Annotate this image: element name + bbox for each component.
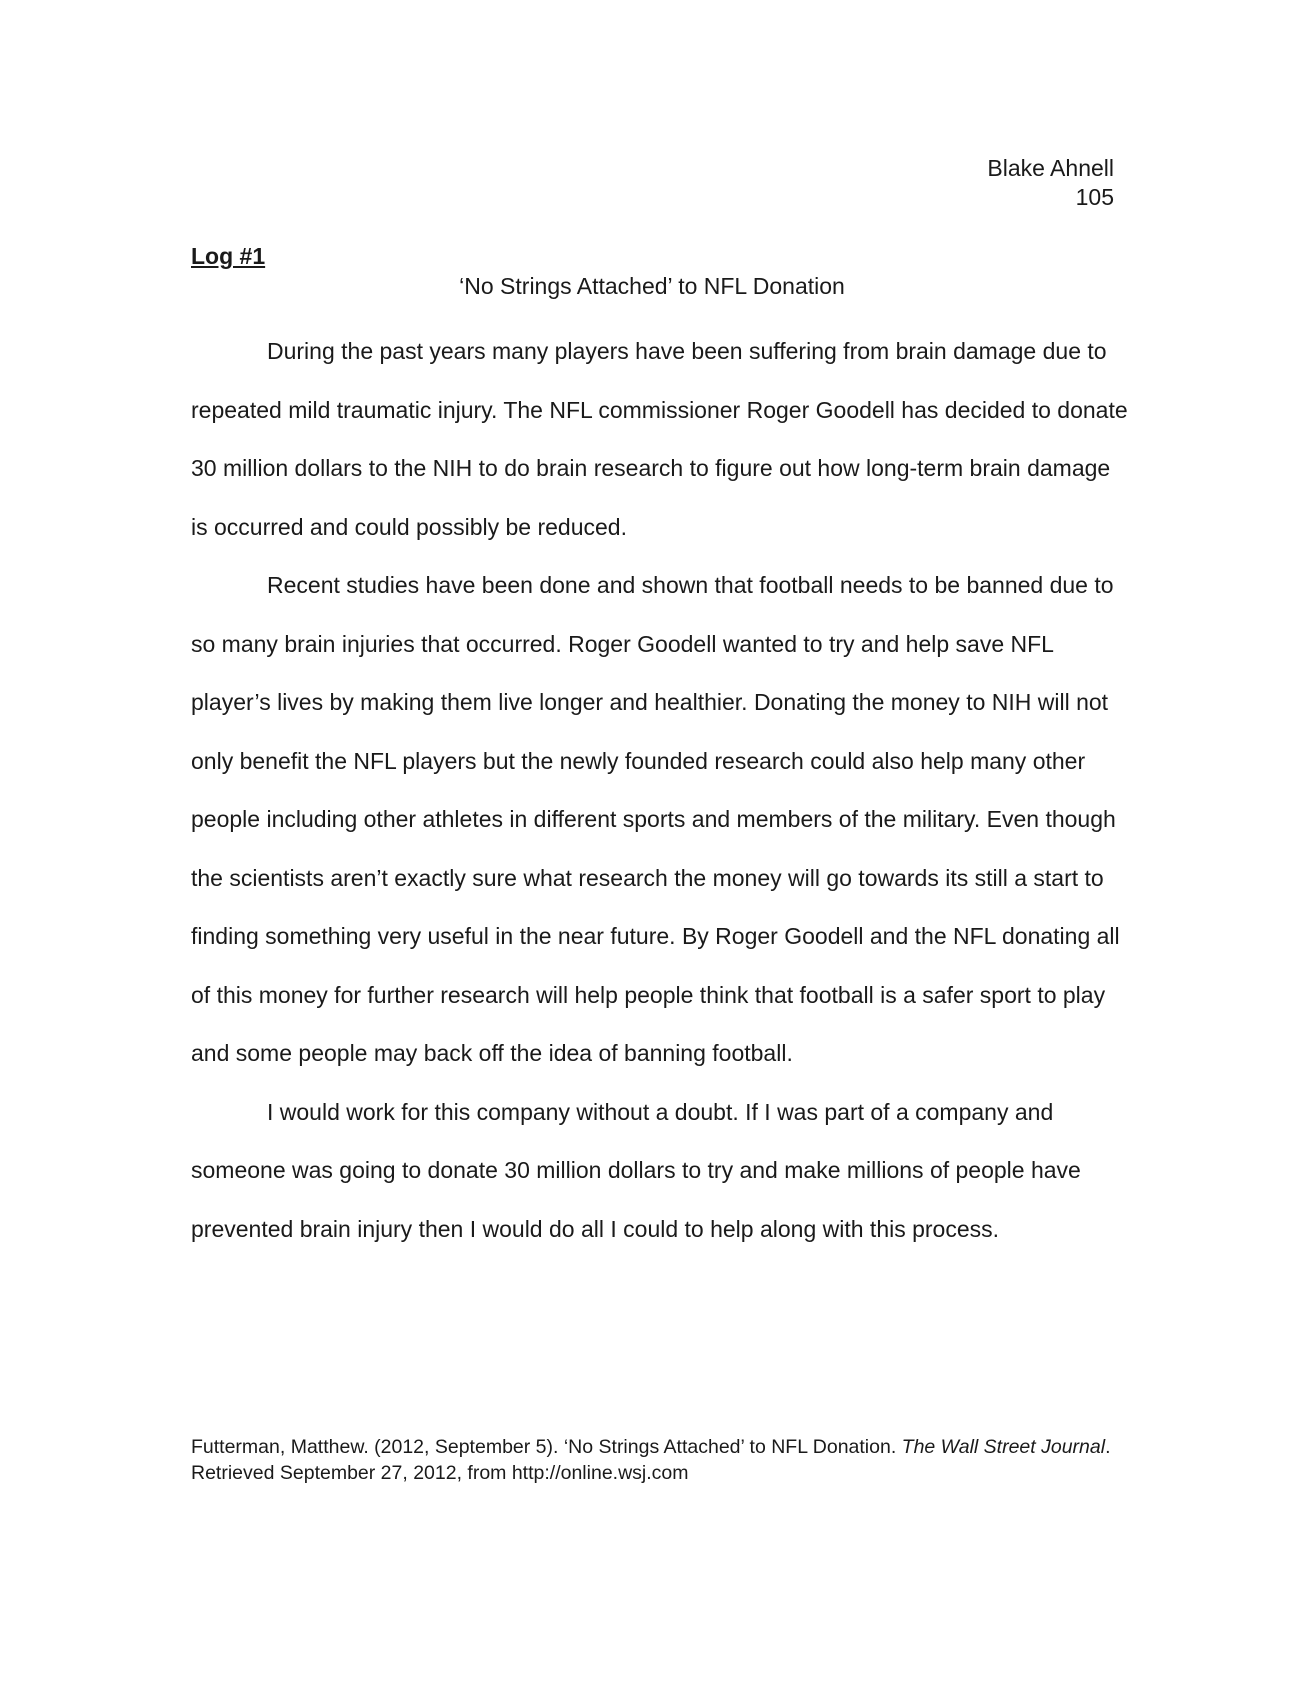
citation-prefix: Futterman, Matthew. (2012, September 5). ‘No Strings Attached’ to NFL Donation. (191, 1436, 902, 1458)
page-number: 105 (1075, 184, 1114, 210)
author-name: Blake Ahnell (987, 155, 1114, 181)
citation-suffix: . Retrieved September 27, 2012, from http://online.wsj.com (191, 1436, 1111, 1484)
body-text (191, 322, 1131, 1258)
paragraph: Recent studies have been done and shown that football needs to be banned due to so many brain injuries that occurred. Roger Goodell wanted to try and help save NFL player’s lives by making them live longer and healthier. Donating the money to NIH will not only benefit the NFL players but the newly founded research could also help many other people including other athletes in different sports and members of the military. Even though the scientists aren’t exactly sure what research the money will go towards its still a start to finding something very useful in the near future. By Roger Goodell and the NFL donating all of this money for further research will help people think that football is a safer sport to play and some people may back off the idea of banning football. (191, 572, 1120, 1066)
paragraph: During the past years many players have been suffering from brain damage due to repeated mild traumatic injury. The NFL commissioner Roger Goodell has decided to donate 30 million dollars to the NIH to do brain research to figure out how long-term brain damage is occurred and could possibly be reduced. (191, 338, 1128, 540)
page-header (987, 154, 1114, 212)
citation (191, 1434, 1131, 1486)
document-title: ‘No Strings Attached’ to NFL Donation (459, 273, 845, 299)
paragraph: I would work for this company without a doubt. If I was part of a company and someone was going to donate 30 million dollars to try and make millions of people have prevented brain injury then I would do all I could to help along with this process. (191, 1098, 1081, 1242)
citation-source: The Wall Street Journal (901, 1436, 1106, 1458)
log-heading: Log #1 (191, 243, 266, 269)
